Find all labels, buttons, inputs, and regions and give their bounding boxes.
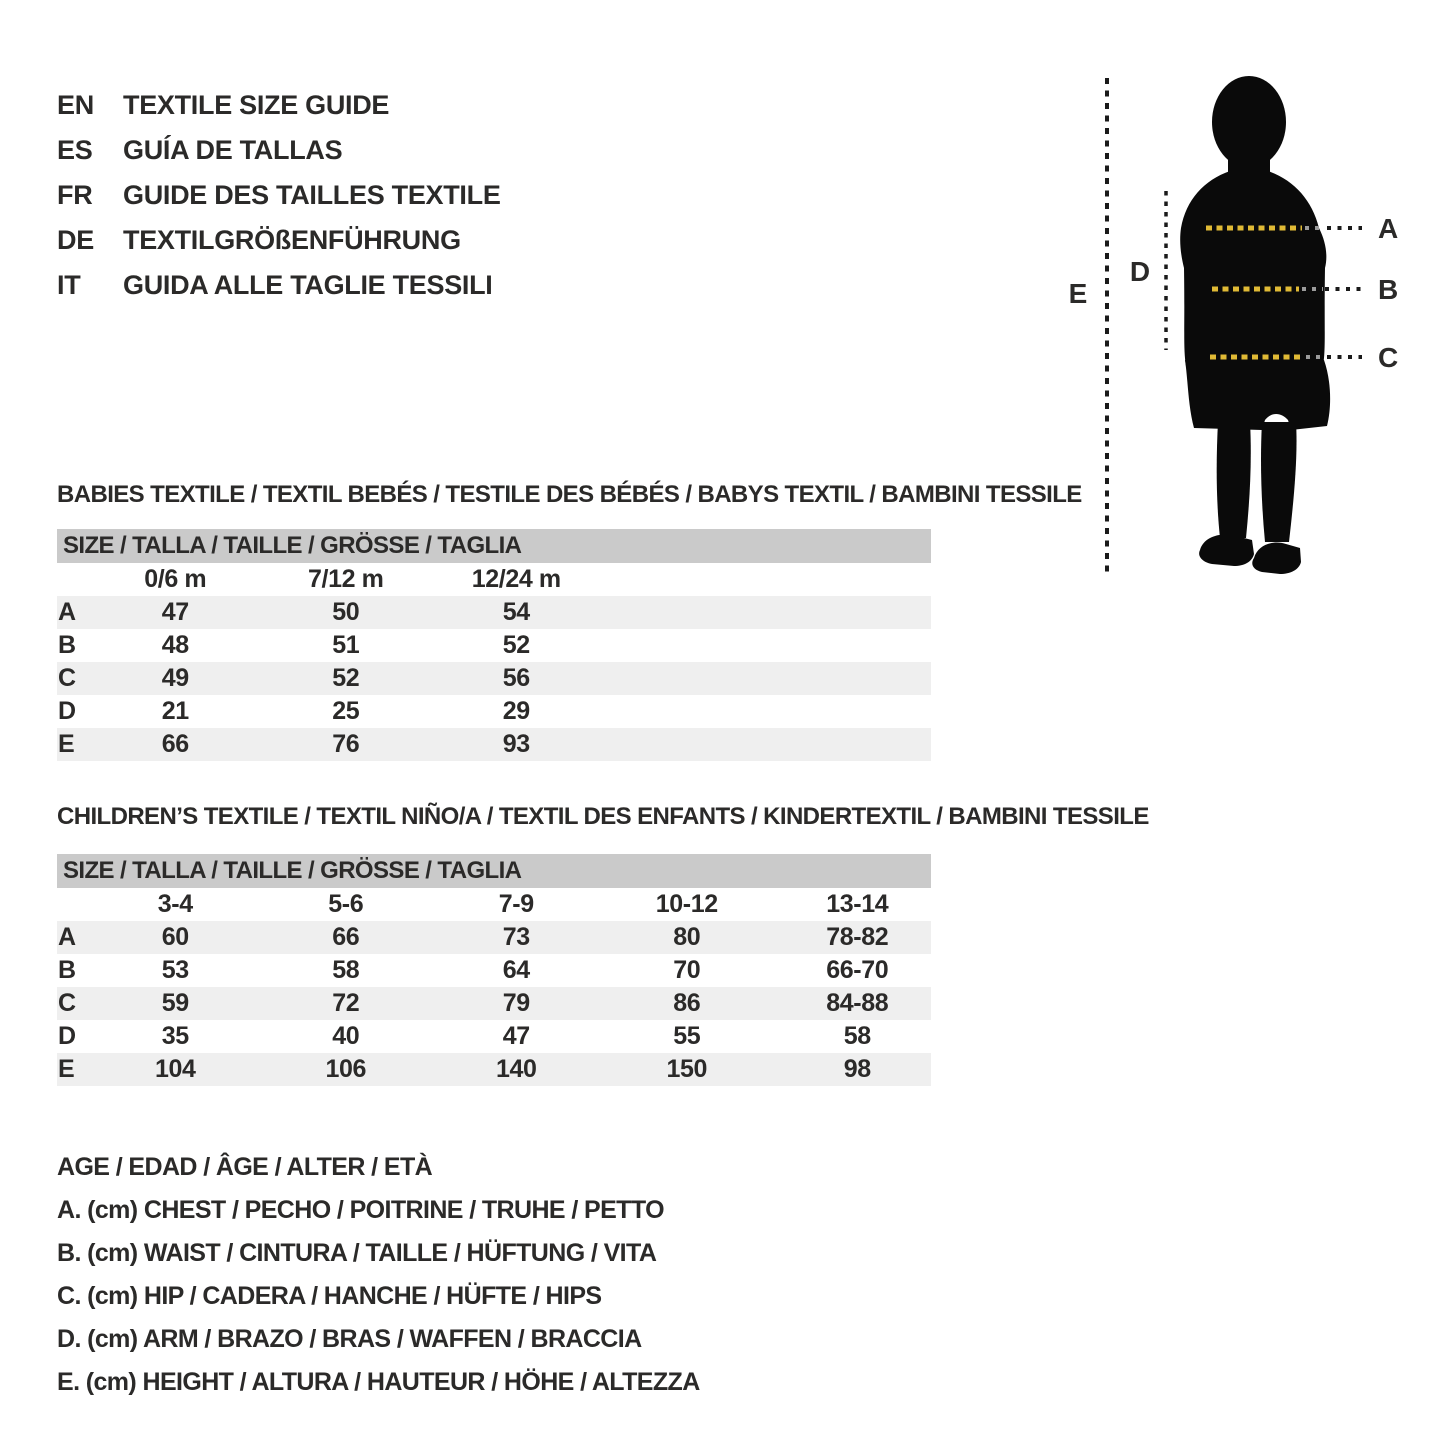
row-label: C xyxy=(58,989,76,1017)
table-column-headers xyxy=(57,888,931,921)
column-header: 7-9 xyxy=(498,890,534,918)
measurement-figure xyxy=(1040,60,1445,600)
row-label: C xyxy=(58,664,76,692)
table-row: D 21 25 29 xyxy=(57,695,931,728)
language-code: DE xyxy=(57,225,94,255)
babies-size-table xyxy=(57,529,931,761)
legend-arm: D. (cm) ARM / BRAZO / BRAS / WAFFEN / BRACCIA xyxy=(57,1325,642,1353)
language-code: IT xyxy=(57,270,81,300)
guide-title: GUÍA DE TALLAS xyxy=(123,135,343,165)
row-label: A xyxy=(58,923,76,951)
table-column-headers xyxy=(57,563,931,596)
table-row: D 35 40 47 55 58 xyxy=(57,1020,931,1053)
chest-label: A xyxy=(1378,213,1399,244)
guide-title: TEXTILGRÖßENFÜHRUNG xyxy=(123,225,461,255)
table-row: C 59 72 79 86 84-88 xyxy=(57,987,931,1020)
language-code: ES xyxy=(57,135,93,165)
row-label: D xyxy=(58,697,76,725)
child-silhouette xyxy=(1180,76,1330,574)
waist-label: B xyxy=(1378,274,1399,305)
language-row xyxy=(57,218,501,263)
row-label: E xyxy=(58,1055,75,1083)
arm-label: D xyxy=(1129,256,1151,287)
legend-age: AGE / EDAD / ÂGE / ALTER / ETÀ xyxy=(57,1153,433,1181)
row-label: B xyxy=(58,956,76,984)
language-code: FR xyxy=(57,180,93,210)
table-row: B 53 58 64 70 66-70 xyxy=(57,954,931,987)
children-size-table xyxy=(57,854,931,1086)
column-header: 13-14 xyxy=(826,890,889,918)
row-label: A xyxy=(58,598,76,626)
language-row xyxy=(57,173,501,218)
table-row: E 104 106 140 150 98 xyxy=(57,1053,931,1086)
size-header-bar: SIZE / TALLA / TAILLE / GRÖSSE / TAGLIA xyxy=(57,529,931,563)
guide-title: GUIDA ALLE TAGLIE TESSILI xyxy=(123,270,493,300)
legend-hip: C. (cm) HIP / CADERA / HANCHE / HÜFTE / HIPS xyxy=(57,1282,602,1310)
children-section-title: CHILDREN’S TEXTILE / TEXTIL NIÑO/A / TEXTIL DES ENFANTS / KINDERTEXTIL / BAMBINI TESSILE xyxy=(57,803,1149,830)
legend-waist: B. (cm) WAIST / CINTURA / TAILLE / HÜFTUNG / VITA xyxy=(57,1239,657,1267)
babies-section-title: BABIES TEXTILE / TEXTIL BEBÉS / TESTILE DES BÉBÉS / BABYS TEXTIL / BAMBINI TESSILE xyxy=(57,481,1082,508)
size-header-bar: SIZE / TALLA / TAILLE / GRÖSSE / TAGLIA xyxy=(57,854,931,888)
language-row xyxy=(57,263,501,308)
table-row: A 60 66 73 80 78-82 xyxy=(57,921,931,954)
column-header: 3-4 xyxy=(157,890,193,918)
row-label: E xyxy=(58,730,75,758)
table-row: A 47 50 54 xyxy=(57,596,931,629)
height-label: E xyxy=(1068,278,1088,309)
column-header: 5-6 xyxy=(328,890,364,918)
language-title-list xyxy=(57,83,501,308)
table-row: C 49 52 56 xyxy=(57,662,931,695)
column-header: 10-12 xyxy=(655,890,718,918)
row-label: D xyxy=(58,1022,76,1050)
column-header: 0/6 m xyxy=(144,565,207,593)
guide-title: GUIDE DES TAILLES TEXTILE xyxy=(123,180,501,210)
measurement-legend xyxy=(57,1146,700,1404)
language-row xyxy=(57,128,501,173)
row-label: B xyxy=(58,631,76,659)
legend-chest: A. (cm) CHEST / PECHO / POITRINE / TRUHE / PETTO xyxy=(57,1196,664,1224)
language-row xyxy=(57,83,501,128)
table-row: B 48 51 52 xyxy=(57,629,931,662)
table-row: E 66 76 93 xyxy=(57,728,931,761)
language-code: EN xyxy=(57,90,94,120)
column-header: 7/12 m xyxy=(308,565,384,593)
column-header: 12/24 m xyxy=(471,565,561,593)
legend-height: E. (cm) HEIGHT / ALTURA / HAUTEUR / HÖHE / ALTEZZA xyxy=(57,1368,700,1396)
guide-title: TEXTILE SIZE GUIDE xyxy=(123,90,390,120)
hip-label: C xyxy=(1378,342,1399,373)
